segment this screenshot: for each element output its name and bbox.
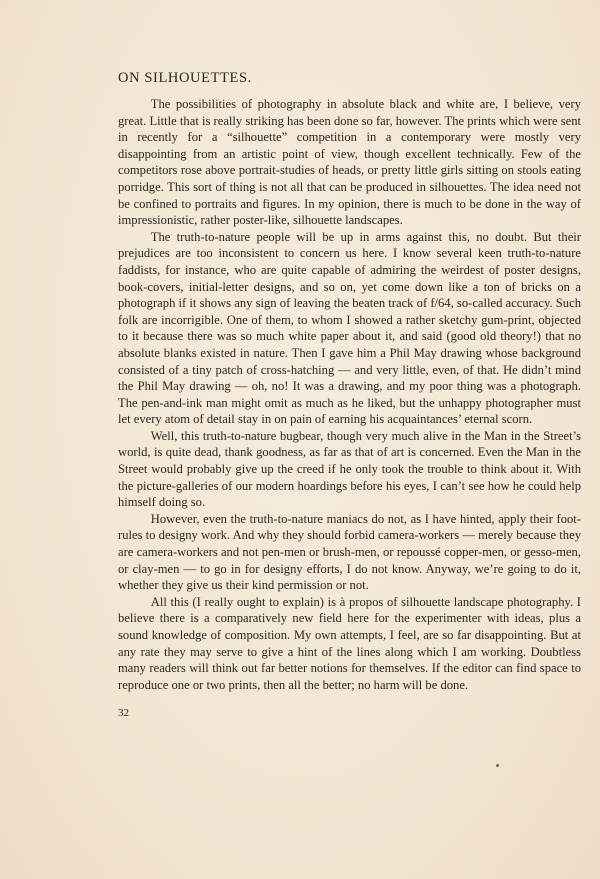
paragraph-3: Well, this truth-to-nature bugbear, though very much alive in the Man in the Street’s world, is quite dead, thank goodness, as far as that of art is concerned. Even the Man in the Street would probably give up the creed if he only took the trouble to think about it. With the picture-galleries of our modern hoardings before his eyes, I can’t see how he could help himself doing so.	[118, 428, 581, 510]
paper-speck	[496, 764, 499, 767]
paragraph-2: The truth-to-nature people will be up in arms against this, no doubt. But their prejudices are too inconsistent to concern us here. I know several keen truth-to-nature faddists, for instance, who are quite capable of admiring the weirdest of poster designs, book-covers, initial-letter designs, and so on, yet come down like a ton of bricks on a photograph if it shows any sign of leaving the beaten track of f/64, so-called accuracy. Such folk are incorrigible. One of them, to whom I showed a rather sketchy gum-print, objected to it because there was so much white paper about it, and said (good old theory!) that no absolute blanks existed in nature. Then I gave him a Phil May drawing whose background consisted of a tiny patch of cross-hatching — and very little, even, of that. He didn’t mind the Phil May drawing — oh, no! It was a drawing, and my poor thing was a photograph. The pen-and-ink man might omit as much as he liked, but the unhappy photographer must let every atom of detail stay in on pain of earning his acquaintances’ eternal scorn.	[118, 229, 581, 427]
article-heading: ON SILHOUETTES.	[118, 70, 252, 86]
page-number: 32	[118, 707, 129, 719]
article-body	[118, 96, 581, 693]
paragraph-1: The possibilities of photography in absolute black and white are, I believe, very great. Little that is really striking has been done so far, however. The prints which were sent in recently for a “silhouette” competition in a contemporary were mostly very disappointing from an artistic point of view, though excellent technically. Few of the competitors rose above portrait-studies of heads, or pretty little girls sitting on stools eating porridge. This sort of thing is not all that can be produced in silhouettes. The idea need not be confined to portraits and figures. In my opinion, there is much to be done in the way of impressionistic, rather poster-like, silhouette landscapes.	[118, 97, 581, 228]
paragraph-4: However, even the truth-to-nature maniacs do not, as I have hinted, apply their foot-rules to designy work. And why they should forbid camera-workers — merely because they are camera-workers and not pen-men or brush-men, or repoussé copper-men, or gesso-men, or clay-men — to go in for designy efforts, I do not know. Anyway, we’re going to do it, whether they give us their kind permission or not.	[118, 511, 581, 593]
paragraph-5: All this (I really ought to explain) is à propos of silhouette landscape photography. I believe there is a comparatively new field here for the experimenter with ideas, plus a sound knowledge of composition. My own attempts, I feel, are so far disappointing. But at any rate they may serve to give a hint of the lines along which I am working. Doubtless many readers will think out far better notions for themselves. If the editor can find space to reproduce one or two prints, then all the better; no harm will be done.	[118, 594, 581, 692]
